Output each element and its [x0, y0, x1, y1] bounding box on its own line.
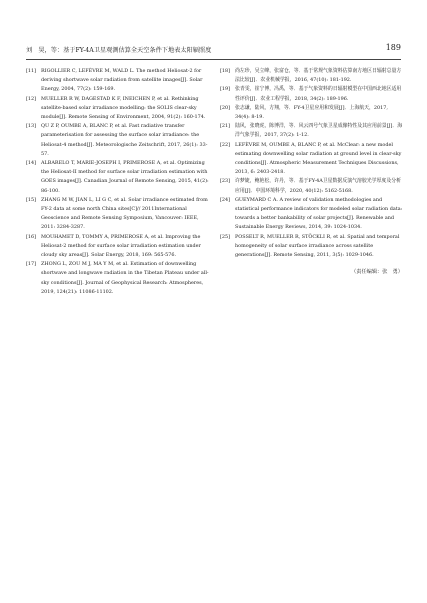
- reference-item: [14] ALBARELO T, MARIE-JOSEPH I, PRIMEROSE A, et al. Optimizing the Heliosat-II method for surface solar irradiation estimation with GOES images[J]. Canadian Journal of Remote Sensing, 2015, 41(2): 86-100.: [26, 160, 209, 194]
- reference-item: [11] RIGOLLIER C, LEFÈVRE M, WALD L. The method Heliosat-2 for deriving shortwave solar radiation from satellite images[J]. Solar Energy, 2004, 77(2): 159-169.: [26, 68, 203, 93]
- reference-item: [20] 张志谦，陆风，方翔，等．FY-4卫星应用和发展[J]．上海航天，2017, 34(4): 8-19.: [220, 104, 388, 121]
- references-right-column: [220, 67, 403, 275]
- reference-item: [18] 尚左珍，吴立峰，张富仓，等．基于常规气象资料估算南方地区日辐射总量方法比较[J]．农业机械学报，2016, 47(10): 181-192.: [220, 68, 402, 84]
- reference-item: [22] LEFÈVRE M, OUMBE A, BLANC P, et al. McClear: a new model estimating downwelling solar radiation at ground level in clear-sky conditions[J]. Atmospheric Measurement Techniques Discussions, 2013, 6: 2403-2418.: [220, 141, 402, 176]
- reference-item: [24] GUEYMARD C A. A review of validation methodologies and statistical performance indicators for modeled solar radiation data: towards a better bankability of solar projects[J]. Renewable and Sustainable Energy Reviews, 2014, 39: 1024-1034.: [220, 196, 403, 231]
- reference-item: [17] ZHONG L, ZOU M J, MA Y M, et al. Estimation of downwelling shortwave and longwave radiation in the Tibetan Plateau under all-sky conditions[J]. Journal of Geophysical Research: Atmospheres, 2019, 124(21): 11086-11102.: [26, 261, 209, 295]
- page-number: 189: [385, 43, 401, 52]
- running-header: [26, 45, 401, 60]
- reference-item: [16] MOUHAMET D, TOMMY A, PRIMEROSE A, et al. Improving the Heliosat-2 method for surface solar irradiation estimation under cloudy sky areas[J]. Solar Energy, 2018, 169: 565-576.: [26, 233, 201, 259]
- reference-item: [13] QU Z P, OUMBE A, BLANC P, et al. Fast radiative transfer parameterisation for assessing the surface solar irradiance: the Heliosat-4 method[J]. Meteorologische Zeitschrift, 2017, 26(1): 33-57.: [26, 123, 208, 157]
- reference-item: [21] 陆风，张晓虎，陈博洋，等．风云四号气象卫星成像特性及其应用前景[J]．海洋气象学报，2017, 37(2): 1-12.: [220, 123, 403, 139]
- reference-item: [15] ZHANG M W, JIAN L, LI G C, et al. Solar irradiance estimated from FY-2 data at some north China sites[C]// 2011International Geoscience and Remote Sensing Symposium, Vancouver: IEEE, 2011: 3284-3287.: [26, 196, 208, 231]
- editor-note: （责任编辑：张 勇）: [351, 269, 403, 276]
- references-left-column: [26, 67, 209, 297]
- reference-item: [23] 许梦婕，鲍艳松，许丹，等．基于FY-4A卫星数据反演气溶胶光学厚度及分析应用[J]．中国环境科学，2020, 40(12): 5162-5168.: [220, 178, 401, 194]
- running-title: 刘 昊，等：基于FY-4A卫星观测估算全天空条件下地表太阳辐照度: [26, 47, 212, 54]
- reference-item: [25] POSSELT R, MUELLER R, STÖCKLI R, et al. Spatial and temporal homogeneity of solar surface irradiance across satellite generations[J]. Remote Sensing, 2011, 3(5): 1029-1046.: [220, 233, 400, 259]
- reference-item: [19] 张青雯，崔宁博，冯禹，等．基于气象资料的日辐射模型在中国西北地区适用性评价[J]．农业工程学报，2018, 34(2): 189-196.: [220, 86, 402, 102]
- reference-item: [12] MUELLER R W, DAGESTAD K F, INEICHEN P, et al. Rethinking satellite-based solar irradiance modelling: the SOLIS clear-sky module[J]. Remote Sensing of Environment, 2004, 91(2): 160-174.: [26, 95, 206, 121]
